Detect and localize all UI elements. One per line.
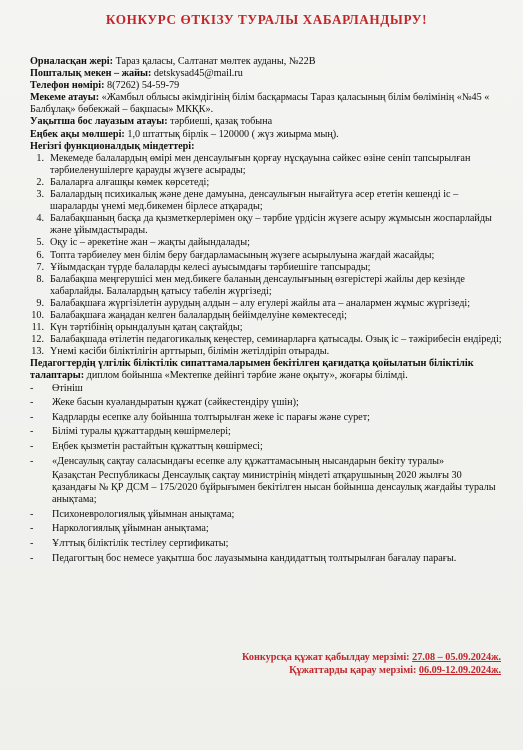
page-title: КОНКУРС ӨТКІЗУ ТУРАЛЫ ХАБАРЛАНДЫРУ!	[105, 12, 428, 27]
list-item: 1. Мекемеде балалардың өмірі мен денсаулығын қорғау нұсқауына сәйкес өзіне сеніп тапсырылған тәрбиеленушілерге қарауды жүзеге асырады;	[36, 152, 471, 176]
requirements-heading: Педагогтердің үлгілік біліктілік сипаттамаларымен бекітілген қағидатқа қойылатын біліктілік талаптары:	[30, 358, 474, 382]
review-label: Құжаттарды қарау мерзімі:	[289, 665, 419, 676]
list-item: - Педагогтың бос немесе уақытша бос лауазымына кандидаттың толтырылған бағалау парағы.	[30, 552, 457, 564]
requirements-value: диплом бойынша «Мектепке дейінгі тәрбие және оқыту», жоғары білімді.	[84, 370, 408, 382]
location-line	[30, 56, 503, 68]
list-item: - Психоневрологиялық ұйымнан анықтама;	[30, 508, 235, 520]
list-item: - Білімі туралы құжаттардың көшірмелері;	[30, 426, 231, 438]
phone-label: Телефон нөмірі:	[30, 80, 105, 92]
email-value[interactable]: detskysad45@mail.ru	[151, 68, 243, 80]
position-label: Уақытша бос лауазым атауы:	[30, 116, 168, 128]
list-item: 5. Оқу іс – әрекетіне жан – жақты дайындалады;	[36, 237, 250, 249]
email-line	[30, 68, 503, 80]
salary-value: 1,0 штаттық бірлік – 120000 ( жүз жиырма мың).	[124, 128, 339, 140]
list-item: 6. Топта тәрбиелеу мен білім беру бағдарламасының жүзеге асырылуына жағдай жасайды;	[36, 249, 435, 261]
deadlines-block	[242, 651, 501, 677]
duties-list	[30, 153, 503, 359]
organization-value: «Жамбыл облысы әкімдігінің білім басқармасы Тараз қаласының білім бөлімінің «№45 « Балбұлақ» бөбекжай – бақшасы» МКҚК».	[30, 92, 490, 116]
acceptance-deadline	[242, 651, 501, 664]
phone-line	[30, 80, 503, 92]
requirements-line	[30, 358, 503, 382]
email-label: Пошталық мекен – жайы:	[30, 68, 152, 80]
organization-line	[30, 92, 503, 116]
documents-list	[30, 383, 503, 468]
list-item: 12. Балабақшада өтілетін педагогикалық кеңестер, семинарларға қатысады. Озық іс – тәжірибесін ендіреді;	[31, 334, 502, 346]
list-item: 4. Балабақшаның басқа да қызметкерлерімен оқу – тәрбие үрдісін жүзеге асыру жұмысын жоспарлайды және ұйымдастырады.	[36, 213, 492, 237]
documents-list-2	[30, 509, 503, 565]
list-item: 8. Балабақша меңгерушісі мен мед.бикеге баланың денсаулығының өзгерістері жайлы дер кезінде хабарлайды. Балалардың қатысу табелін жүргізеді;	[36, 273, 465, 297]
list-item: 9. Балабақшаға жүргізілетін аурудың алдын – алу егулері жайлы ата – аналармен жұмыс жүргізеді;	[36, 297, 471, 309]
review-deadline	[242, 664, 501, 677]
list-item: - Еңбек қызметін растайтын құжаттың көшірмесі;	[30, 440, 263, 452]
location-label: Орналасқан жері:	[30, 56, 114, 67]
list-item: 10. Балабақшаға жаңадан келген балалардың бейімделуіне көмектеседі;	[31, 309, 347, 321]
location-value: Тараз қаласы, Салтанат мөлтек ауданы, №22В	[113, 56, 316, 67]
list-item: - Ұлттық біліктілік тестілеу сертификаты;	[30, 538, 229, 550]
position-value: тәрбиеші, қазақ тобына	[167, 116, 273, 128]
list-item: 7. Ұйымдасқан түрде балаларды келесі ауысымдағы тәрбиешіге тапсырады;	[36, 261, 371, 273]
review-dates: 06.09-12.09.2024ж.	[418, 665, 501, 676]
list-item: 2. Балаларға алғашқы көмек көрсетеді;	[36, 176, 210, 188]
acceptance-dates: 27.08 – 05.09.2024ж.	[412, 652, 501, 663]
list-item: - Наркологиялық ұйымнан анықтама;	[30, 523, 209, 535]
list-item: - Өтініш	[30, 382, 83, 394]
list-item: 11. Күн тәртібінің орындалуын қатаң сақтайды;	[31, 322, 243, 334]
list-item: - Кадрларды есепке алу бойынша толтырылған жеке іс парағы және сурет;	[30, 411, 370, 423]
list-item: 3. Балалардың психикалық және дене дамуына, денсаулығын нығайтуға әсер ететін кешенді іс – шараларды үнемі мед.бикемен бірлесе атқарады;	[36, 189, 459, 213]
duties-heading: Негізгі функционалдық міндеттері:	[30, 140, 195, 152]
list-item: - «Денсаулық сақтау саласындағы есепке алу құжаттамасының нысандарын бекіту туралы»	[30, 455, 445, 467]
organization-label: Мекеме атауы:	[30, 92, 100, 104]
phone-value: 8(7262) 54-59-79	[104, 80, 180, 92]
list-item: 13. Үнемі кәсіби біліктілігін арттырып, білімін жетілдіріп отырады.	[31, 346, 330, 358]
salary-label: Еңбек ақы мөлшері:	[30, 128, 125, 140]
documents-continuation: Қазақстан Республикасы Денсаулық сақтау министрінің міндеті атқарушының 2020 жылғы 30 қазандағы № ҚР ДСМ – 175/2020 бұйрығымен бекітілген нысан бойынша денсаулық жағдайы туралы анықтама;	[52, 470, 496, 506]
salary-line	[30, 129, 503, 141]
list-item: - Жеке басын куәландыратын құжат (сәйкестендіру үшін);	[30, 397, 299, 409]
position-line	[30, 116, 503, 128]
acceptance-label: Конкурсқа құжат қабылдау мерзімі:	[242, 652, 413, 663]
